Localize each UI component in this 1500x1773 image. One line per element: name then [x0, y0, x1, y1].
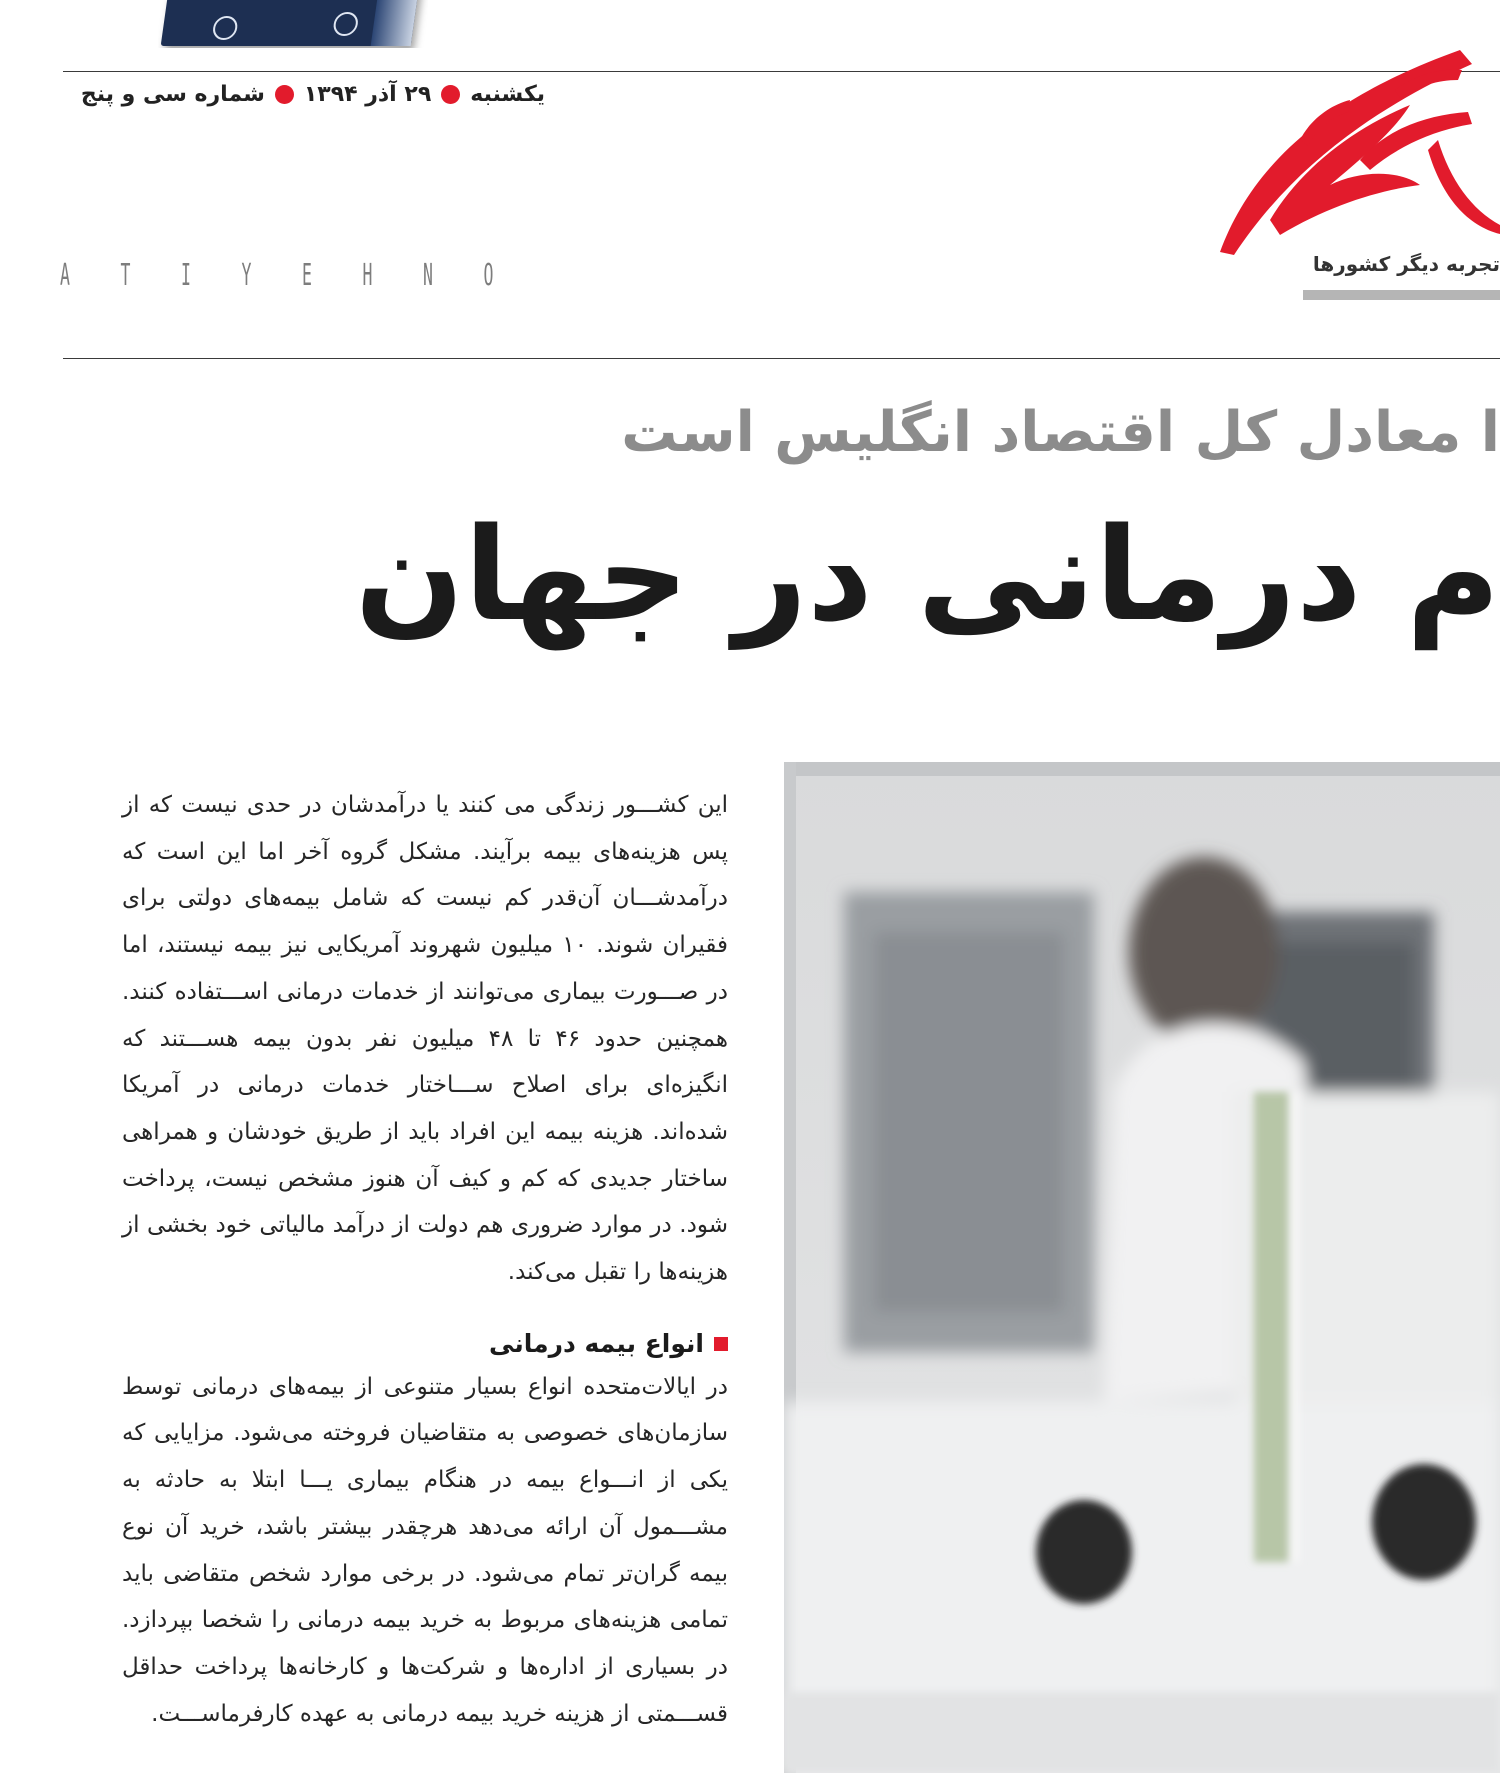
- dateline: [81, 82, 545, 107]
- watermark-letter: T: [120, 258, 131, 293]
- dateline-weekday: یکشنبه: [470, 82, 545, 107]
- article-paragraph: در ایالات‌متحده انواع بسیار متنوعی از بیمه‌های درمانی توسط سازمان‌های خصوصی به متقاضیان فروخته می‌شود. مزایایی که یکی از انـــواع بیمه در هنگام بیماری یـــا ابتلا به حادثه به مشـــمول آن ارائه می‌دهد هرچقدر بیشتر باشد، خرید آن نوع بیمه گران‌تر تمام می‌شود. در برخی موارد شخص متقاضی باید تمامی هزینه‌های مربوط به خرید بیمه درمانی را شخصا بپردازد. در بسیاری از اداره‌ها و شرکت‌ها و کارخانه‌ها پرداخت حداقل قســـمتی از هزینه خرید بیمه درمانی به عهده کارفرماســـت.: [122, 1373, 728, 1727]
- section-rule: [63, 358, 1500, 359]
- watermark-letter: O: [483, 258, 494, 293]
- watermark-letter: A: [60, 258, 70, 293]
- section-label: تجربه دیگر کشورها: [1312, 252, 1500, 276]
- lab-photo: [784, 762, 1500, 1773]
- article-subhead: [122, 1324, 728, 1364]
- publication-logo: [1210, 20, 1500, 260]
- dateline-date: ۲۹ آذر ۱۳۹۴: [303, 82, 432, 107]
- article-subhead-text: انواع بیمه درمانی: [489, 1328, 704, 1358]
- section-underline: [1303, 290, 1500, 300]
- article-kicker: ا معادل کل اقتصاد انگلیس است: [621, 400, 1500, 465]
- watermark-letter: N: [423, 258, 433, 293]
- article-body: [122, 782, 728, 1737]
- article-paragraph: این کشـــور زندگی می کنند یا درآمدشان در حدی نیست که از پس هزینه‌های بیمه برآیند. مشکل گروه آخر اما این است که درآمدشـــان آن‌قدر کم نیست که شامل بیمه‌های دولتی برای فقیران شوند. ۱۰ میلیون شهروند آمریکایی نیز بیمه نیستند، اما در صـــورت بیماری می‌توانند از خدمات درمانی اســـتفاده کنند. همچنین حدود ۴۶ تا ۴۸ میلیون نفر بدون بیمه هســـتند که انگیزه‌ای برای اصلاح ســـاختار خدمات درمانی در آمریکا شده‌اند. هزینه بیمه این افراد باید از طریق خودشان و همراهی ساختار جدیدی که کم و کیف آن هنوز مشخص نیست، پرداخت شود. در موارد ضروری هم دولت از درآمد مالیاتی خود بخشی از هزینه‌ها را تقبل می‌کند.: [122, 792, 729, 1286]
- red-square-icon: [714, 1337, 728, 1351]
- book-cover-image: [158, 0, 428, 48]
- watermark-letter: H: [362, 258, 373, 293]
- article-headline: م درمانی در جهان: [354, 501, 1500, 650]
- watermark-letter: I: [181, 258, 191, 293]
- watermark-letters: [60, 258, 544, 293]
- red-dot-icon: [275, 85, 294, 104]
- red-dot-icon: [441, 85, 460, 104]
- watermark-letter: E: [302, 258, 312, 293]
- dateline-issue: شماره سی و پنج: [80, 82, 265, 107]
- watermark-letter: Y: [241, 258, 252, 293]
